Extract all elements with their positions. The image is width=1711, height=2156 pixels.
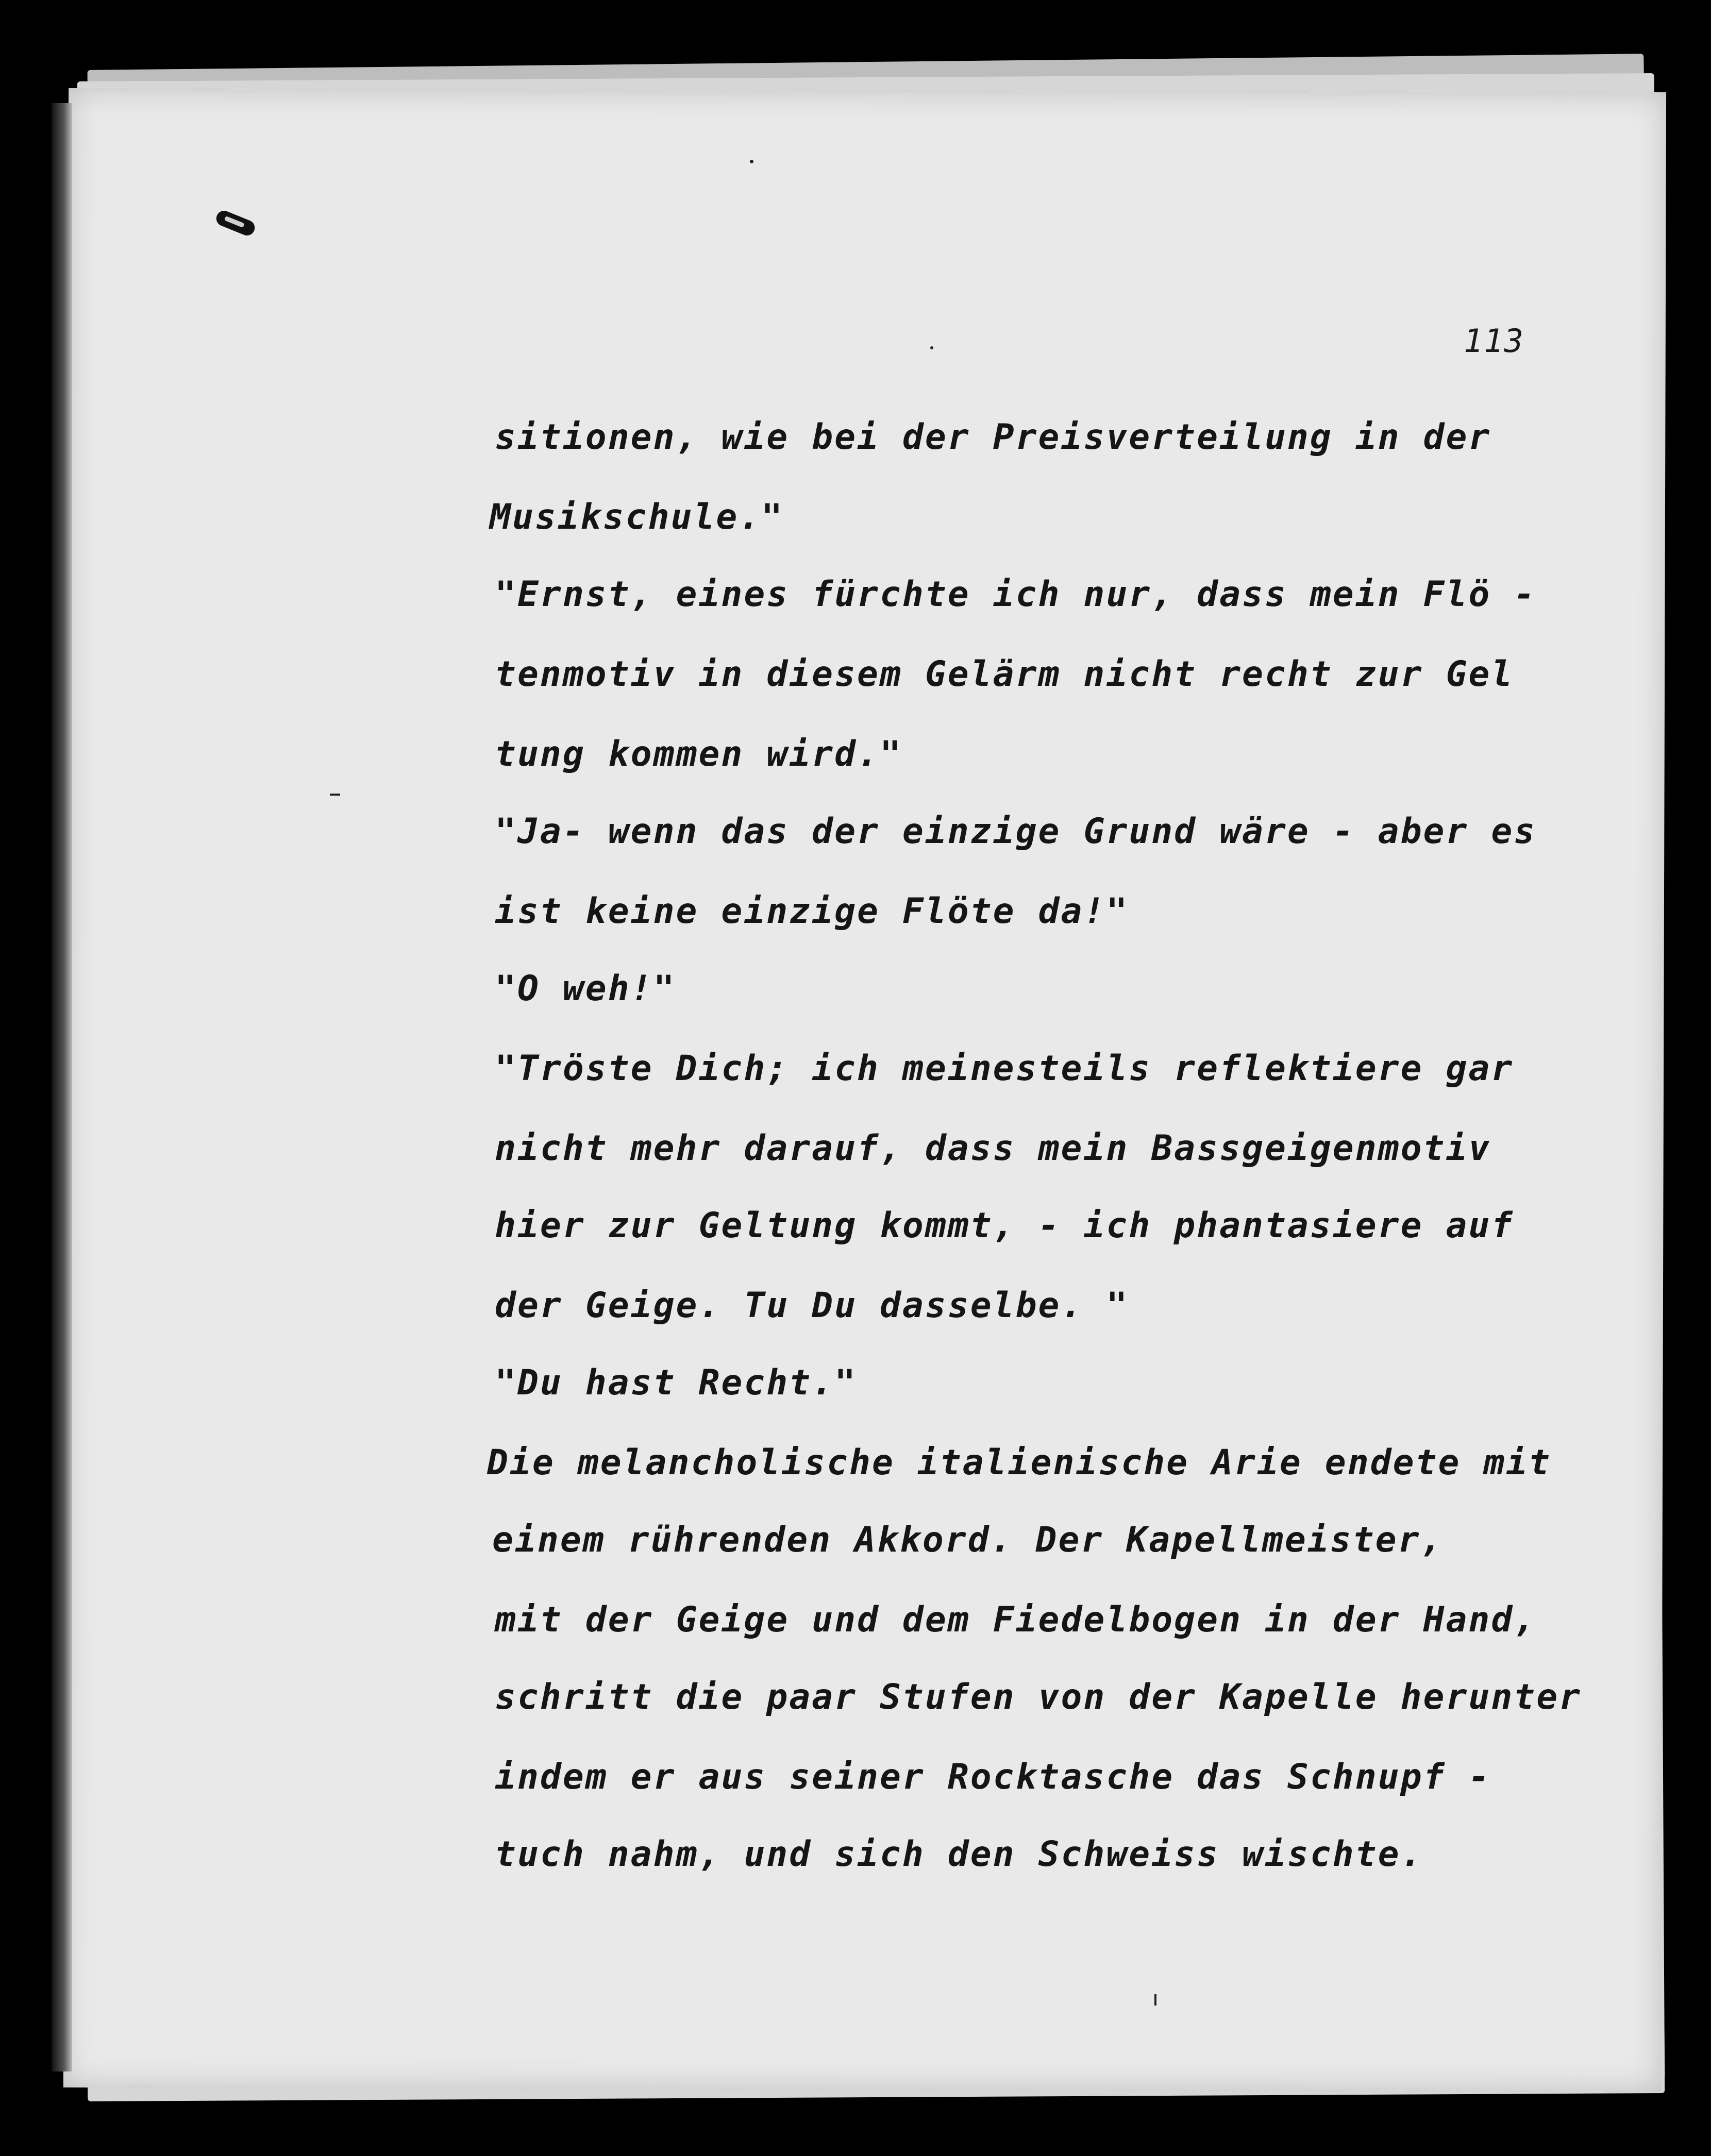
speck (930, 346, 933, 349)
text-line: "Ja- wenn das der einzige Grund wäre - aber es (495, 811, 1537, 852)
text-line: hier zur Geltung kommt, - ich phantasiere auf (495, 1205, 1514, 1246)
text-line: "O weh!" (495, 968, 676, 1009)
text-line: tenmotiv in diesem Gelärm nicht recht zur Gel (495, 654, 1514, 695)
text-line: indem er aus seiner Rocktasche das Schnupf - (495, 1757, 1491, 1797)
page-edge-shadow (52, 103, 72, 2071)
text-line: "Du hast Recht." (495, 1362, 858, 1403)
text-line: schritt die paar Stufen von der Kapelle herunter (495, 1677, 1582, 1717)
speck (1154, 1994, 1156, 2006)
speck (330, 794, 340, 796)
text-line: der Geige. Tu Du dasselbe. " (495, 1285, 1129, 1326)
text-line: tung kommen wird." (495, 734, 902, 774)
text-line: einem rührenden Akkord. Der Kapellmeister, (492, 1520, 1444, 1560)
text-line: Musikschule." (490, 497, 784, 537)
text-line: Die melancholische italienische Arie endete mit (487, 1442, 1552, 1483)
text-line: tuch nahm, und sich den Schweiss wischte. (495, 1834, 1423, 1875)
text-line: nicht mehr darauf, dass mein Bassgeigenmotiv (495, 1128, 1491, 1169)
speck (750, 160, 753, 163)
text-line: "Tröste Dich; ich meinesteils reflektiere gar (495, 1048, 1514, 1089)
page-number: 113 (1464, 322, 1524, 360)
text-line: mit der Geige und dem Fiedelbogen in der Hand, (495, 1599, 1537, 1640)
text-line: ist keine einzige Flöte da!" (495, 891, 1129, 932)
text-line: sitionen, wie bei der Preisverteilung in der (495, 417, 1491, 458)
text-line: "Ernst, eines fürchte ich nur, dass mein Flö - (495, 574, 1537, 615)
